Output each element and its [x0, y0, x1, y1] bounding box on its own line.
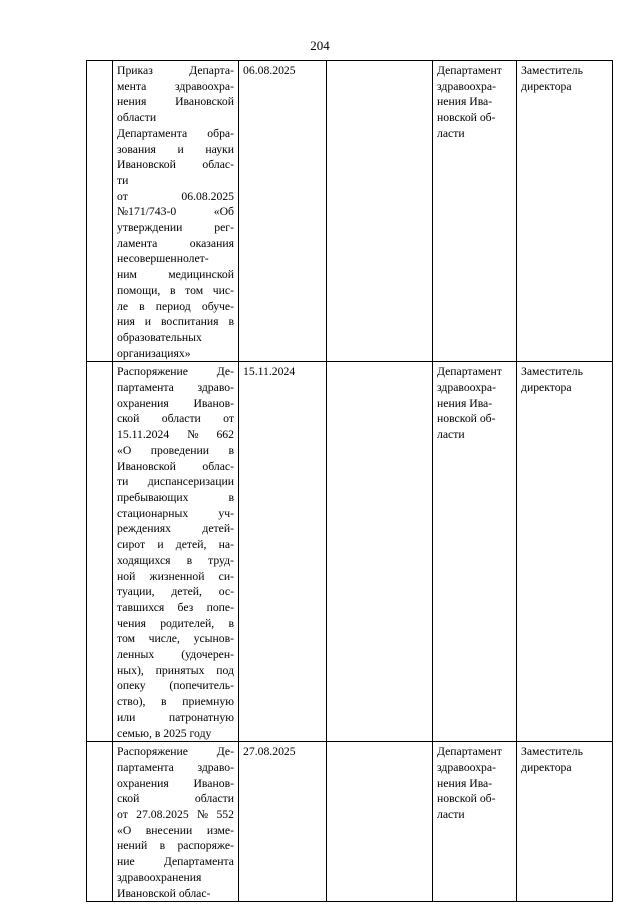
text-line: туации, детей, ос- — [117, 585, 234, 599]
text-line: тавшихся без попе- — [117, 600, 234, 614]
empty-cell — [327, 61, 433, 362]
registry-table — [86, 60, 613, 902]
text-line: директора — [521, 79, 572, 93]
text-line: помощи, в том чис- — [117, 283, 234, 297]
text-line: №171/743-0 «Об — [117, 205, 234, 219]
text-line: чения родителей, в — [117, 616, 234, 630]
document-text — [117, 63, 234, 361]
text-line: новской об- — [437, 111, 496, 125]
text-line: ство), в приемную — [117, 695, 234, 709]
text-line: ласти — [437, 428, 465, 442]
text-line: Ивановской облас- — [117, 886, 211, 900]
text-line: ной жизненной си- — [117, 569, 234, 583]
text-line: директора — [521, 760, 572, 774]
text-line: области — [117, 111, 157, 125]
text-line: Департамент — [437, 365, 502, 379]
text-line: Распоряжение Де- — [117, 365, 234, 379]
text-line: опеку (попечитель- — [117, 679, 234, 693]
document-cell — [113, 61, 239, 362]
text-line: пребывающих в — [117, 490, 234, 504]
text-line: Ивановской облас- — [117, 459, 234, 473]
empty-cell — [327, 742, 433, 902]
text-line: нения Ивановской — [117, 95, 234, 109]
text-line: 15.11.2024 № 662 — [117, 428, 234, 442]
text-line: ходящихся в труд- — [117, 553, 234, 567]
text-line: здравоохранения — [117, 870, 202, 884]
text-line: новской об- — [437, 792, 496, 806]
text-line: здравоохра- — [437, 760, 496, 774]
text-line: «О внесении измe- — [117, 823, 234, 837]
text-line: образовательных — [117, 330, 202, 344]
text-line: несовершеннолет- — [117, 252, 209, 266]
text-line: партамента здраво- — [117, 381, 234, 395]
text-line: реждениях детей- — [117, 522, 234, 536]
text-line: Департамент — [437, 64, 502, 77]
text-line: здравоохра- — [437, 79, 496, 93]
text-line: «О проведении в — [117, 443, 234, 457]
text-line: здравоохра- — [437, 381, 496, 395]
table-body — [87, 61, 613, 902]
row-number-cell — [87, 362, 113, 742]
department-text — [437, 63, 512, 142]
text-line: от 27.08.2025 № 552 — [117, 808, 234, 822]
text-line: ласти — [437, 808, 465, 822]
text-line: семью, в 2025 году — [117, 726, 212, 740]
text-line: ним медицинской — [117, 268, 234, 282]
text-line: директора — [521, 381, 572, 395]
position-text — [521, 364, 608, 395]
text-line: нений в распоряже- — [117, 839, 234, 853]
table-row — [87, 362, 613, 742]
text-line: ленных (удочерен- — [117, 648, 234, 662]
table-row — [87, 742, 613, 902]
text-line: Заместитель — [521, 365, 583, 379]
text-line: ской области от — [117, 412, 234, 426]
text-line: Заместитель — [521, 745, 583, 759]
row-number-cell — [87, 742, 113, 902]
document-text — [117, 364, 234, 741]
text-line: утверждении рег- — [117, 221, 234, 235]
date-cell: 27.08.2025 — [239, 742, 327, 902]
text-line: Приказ Департа- — [117, 64, 234, 77]
text-line: зования и науки — [117, 142, 234, 156]
text-line: от 06.08.2025 — [117, 189, 234, 203]
text-line: Распоряжение Де- — [117, 745, 234, 759]
page-number: 204 — [310, 38, 330, 53]
text-line: или патронатную — [117, 710, 234, 724]
text-line: Департамент — [437, 745, 502, 759]
text-line: мента здравоохра- — [117, 79, 234, 93]
text-line: охранения Иванов- — [117, 396, 234, 410]
date-cell: 06.08.2025 — [239, 61, 327, 362]
position-cell — [517, 61, 613, 362]
row-number-cell — [87, 61, 113, 362]
text-line: нения Ива- — [437, 95, 493, 109]
text-line: том числе, усынов- — [117, 632, 234, 646]
text-line: ния и воспитания в — [117, 315, 234, 329]
text-line: нения Ива- — [437, 396, 493, 410]
document-cell — [113, 362, 239, 742]
text-line: ласти — [437, 126, 465, 140]
text-line: Заместитель — [521, 64, 583, 77]
document-text — [117, 744, 234, 901]
text-line: охранения Иванов- — [117, 776, 234, 790]
document-cell — [113, 742, 239, 902]
text-line: ской области — [117, 792, 234, 806]
text-line: сирот и детей, на- — [117, 538, 234, 552]
position-text — [521, 744, 608, 775]
department-text — [437, 364, 512, 443]
text-line: ти — [117, 173, 129, 187]
text-line: Ивановской облас- — [117, 158, 234, 172]
position-cell — [517, 362, 613, 742]
text-line: ние Департамента — [117, 855, 234, 869]
text-line: партамента здраво- — [117, 760, 234, 774]
text-line: стационарных уч- — [117, 506, 234, 520]
department-cell — [433, 742, 517, 902]
text-line: организациях» — [117, 346, 191, 360]
text-line: ных), принятых под — [117, 663, 234, 677]
position-text — [521, 63, 608, 94]
table-row — [87, 61, 613, 362]
empty-cell — [327, 362, 433, 742]
department-cell — [433, 362, 517, 742]
text-line: нения Ива- — [437, 776, 493, 790]
department-cell — [433, 61, 517, 362]
date-cell: 15.11.2024 — [239, 362, 327, 742]
text-line: ти диспансеризации — [117, 475, 234, 489]
text-line: новской об- — [437, 412, 496, 426]
text-line: ле в период обуче- — [117, 299, 234, 313]
position-cell — [517, 742, 613, 902]
department-text — [437, 744, 512, 823]
text-line: ламента оказания — [117, 236, 234, 250]
text-line: Департамента обра- — [117, 126, 234, 140]
